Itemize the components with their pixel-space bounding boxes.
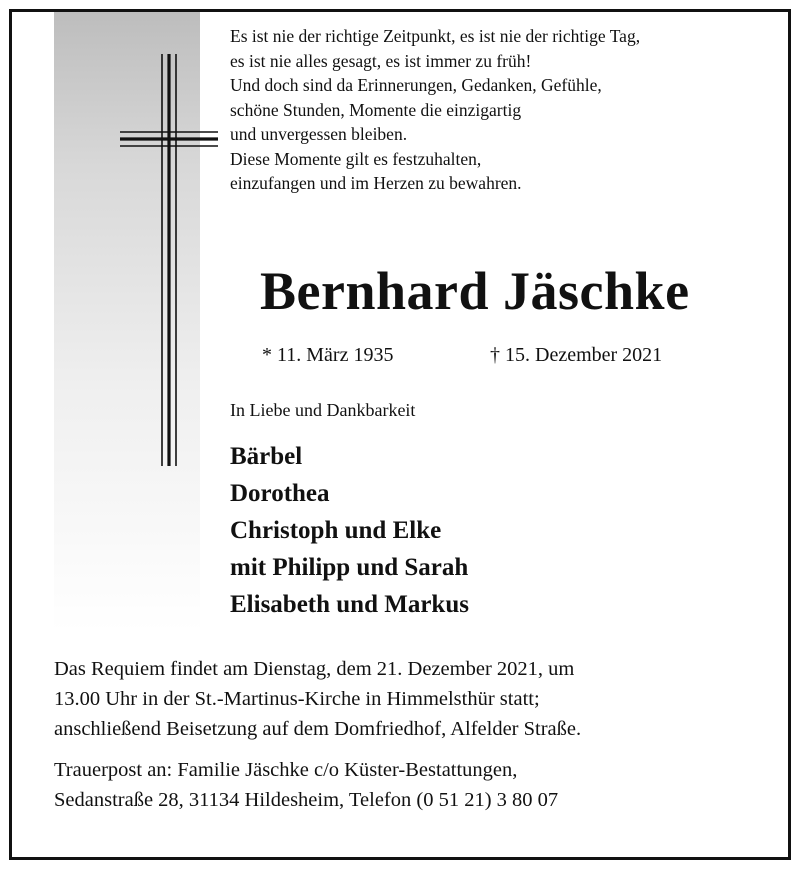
death-date: † 15. Dezember 2021 bbox=[490, 344, 663, 366]
service-line: 13.00 Uhr in der St.-Martinus-Kirche in Himmelsthür statt; bbox=[54, 688, 540, 710]
poem-line: Diese Momente gilt es festzuhalten, bbox=[230, 148, 482, 169]
poem-line: Es ist nie der richtige Zeitpunkt, es ist nie der richtige Tag, bbox=[230, 26, 641, 46]
poem bbox=[230, 24, 640, 196]
cross-icon bbox=[114, 52, 224, 472]
poem-line: schöne Stunden, Momente die einzigartig bbox=[230, 99, 522, 120]
mourner: mit Philipp und Sarah bbox=[230, 554, 469, 581]
thanks-line: In Liebe und Dankbarkeit bbox=[230, 400, 416, 420]
service-line: anschließend Beisetzung auf dem Domfriedhof, Alfelder Straße. bbox=[54, 718, 582, 740]
mourners-list bbox=[230, 438, 469, 623]
poem-line: Und doch sind da Erinnerungen, Gedanken, Gefühle, bbox=[230, 75, 602, 95]
obituary-frame bbox=[9, 9, 791, 860]
mourner: Dorothea bbox=[230, 480, 330, 507]
service-line: Das Requiem findet am Dienstag, dem 21. Dezember 2021, um bbox=[54, 658, 575, 680]
contact-info bbox=[54, 755, 558, 815]
contact-line: Trauerpost an: Familie Jäschke c/o Küster-Bestattungen, bbox=[54, 759, 518, 781]
poem-line: es ist nie alles gesagt, es ist immer zu früh! bbox=[230, 50, 532, 71]
poem-line: einzufangen und im Herzen zu bewahren. bbox=[230, 173, 522, 193]
gradient-panel bbox=[54, 12, 200, 632]
contact-line: Sedanstraße 28, 31134 Hildesheim, Telefon (0 51 21) 3 80 07 bbox=[54, 789, 559, 811]
mourner: Bärbel bbox=[230, 443, 303, 470]
poem-line: und unvergessen bleiben. bbox=[230, 124, 408, 144]
deceased-name: Bernhard Jäschke bbox=[260, 261, 690, 321]
mourner: Elisabeth und Markus bbox=[230, 591, 469, 618]
birth-date: * 11. März 1935 bbox=[262, 344, 394, 366]
service-info bbox=[54, 654, 581, 744]
mourner: Christoph und Elke bbox=[230, 517, 442, 544]
